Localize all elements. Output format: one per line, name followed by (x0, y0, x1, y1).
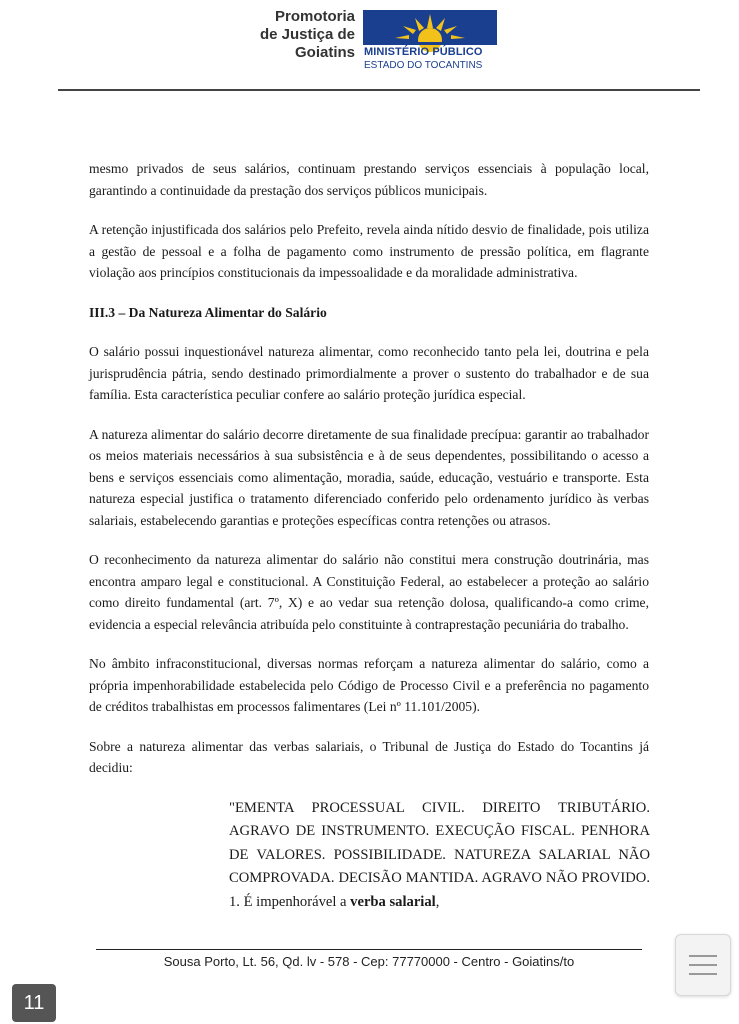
logo-text-estado: ESTADO DO TOCANTINS (364, 60, 483, 71)
quote-text: "EMENTA PROCESSUAL CIVIL. DIREITO TRIBUTÁRIO. AGRAVO DE INSTRUMENTO. EXECUÇÃO FISCAL. PENHORA DE VALORES. POSSIBILIDADE. NATUREZA SALARIAL NÃO COMPROVADA. DECISÃO MANTIDA. AGRAVO NÃO PROVIDO. 1. É impenhorável a (229, 799, 650, 910)
org-line-1: Promotoria (274, 8, 355, 25)
hamburger-icon-line (689, 955, 717, 957)
logo-text-ministerio: MINISTÉRIO PÚBLICO (364, 46, 483, 58)
paragraph-3: O salário possui inquestionável natureza alimentar, como reconhecido tanto pela lei, doutrina e pela jurisprudência pátria, sendo destinado primordialmente a prover o sustento do trabalhador e de sua família. Esta característica peculiar confere ao salário proteção jurídica especial. (89, 344, 649, 402)
menu-button[interactable] (675, 934, 731, 996)
jurisprudence-quote (229, 797, 650, 915)
org-line-2: de Justiça de (259, 26, 355, 43)
paragraph-7: Sobre a natureza alimentar das verbas salariais, o Tribunal de Justiça do Estado do Tocantins já decidiu: (89, 738, 649, 775)
header-divider (58, 89, 700, 91)
paragraph-2: A retenção injustificada dos salários pelo Prefeito, revela ainda nítido desvio de finalidade, pois utiliza a gestão de pessoal e a folha de pagamento como instrumento de pressão política, em flagrante violação aos princípios constitucionais da impessoalidade e da moralidade administrativa. (89, 222, 649, 280)
footer-address: Sousa Porto, Lt. 56, Qd. lv - 578 - Cep: 77770000 - Centro - Goiatins/to (163, 954, 575, 969)
paragraph-4: A natureza alimentar do salário decorre diretamente de sua finalidade precípua: garantir ao trabalhador os meios materiais necessários à sua subsistência e à de seus dependentes, possibilitando o acesso a bens e serviços essenciais como alimentação, moradia, saúde, educação, vestuário e transporte. Esta natureza especial justifica o tratamento diferenciado conferido pelo ordenamento jurídico às verbas salariais, estabelecendo garantias e proteções específicas contra retenções ou atrasos. (89, 426, 649, 528)
paragraph-6: No âmbito infraconstitucional, diversas normas reforçam a natureza alimentar do salário, como a própria impenhorabilidade estabelecida pelo Código de Processo Civil e a preferência no pagamento de créditos trabalhistas em processos falimentares (Lei nº 11.101/2005). (89, 656, 649, 714)
quote-bold-text: verba salarial (350, 893, 436, 910)
page-number-badge: 11 (12, 984, 56, 1022)
quote-end: , (435, 893, 440, 910)
paragraph-5: O reconhecimento da natureza alimentar do salário não constitui mera construção doutrinária, mas encontra amparo legal e constitucional. A Constituição Federal, ao estabelecer a proteção ao salário como direito fundamental (art. 7º, X) e ao vedar sua retenção dolosa, qualificando-a como crime, evidencia a especial relevância atribuída pelo constituinte à contraprestação pecuniária do trabalho. (89, 552, 649, 632)
paragraph-1: mesmo privados de seus salários, continuam prestando serviços essenciais à população local, garantindo a continuidade da prestação dos serviços públicos municipais. (89, 161, 649, 198)
promotoria-name (255, 8, 355, 62)
document-body (89, 158, 649, 914)
hamburger-icon-line (689, 973, 717, 975)
page-header (0, 0, 739, 92)
section-heading: III.3 – Da Natureza Alimentar do Salário (89, 304, 327, 320)
org-line-3: Goiatins (294, 44, 355, 61)
footer-divider (96, 949, 642, 950)
hamburger-icon-line (689, 964, 717, 966)
